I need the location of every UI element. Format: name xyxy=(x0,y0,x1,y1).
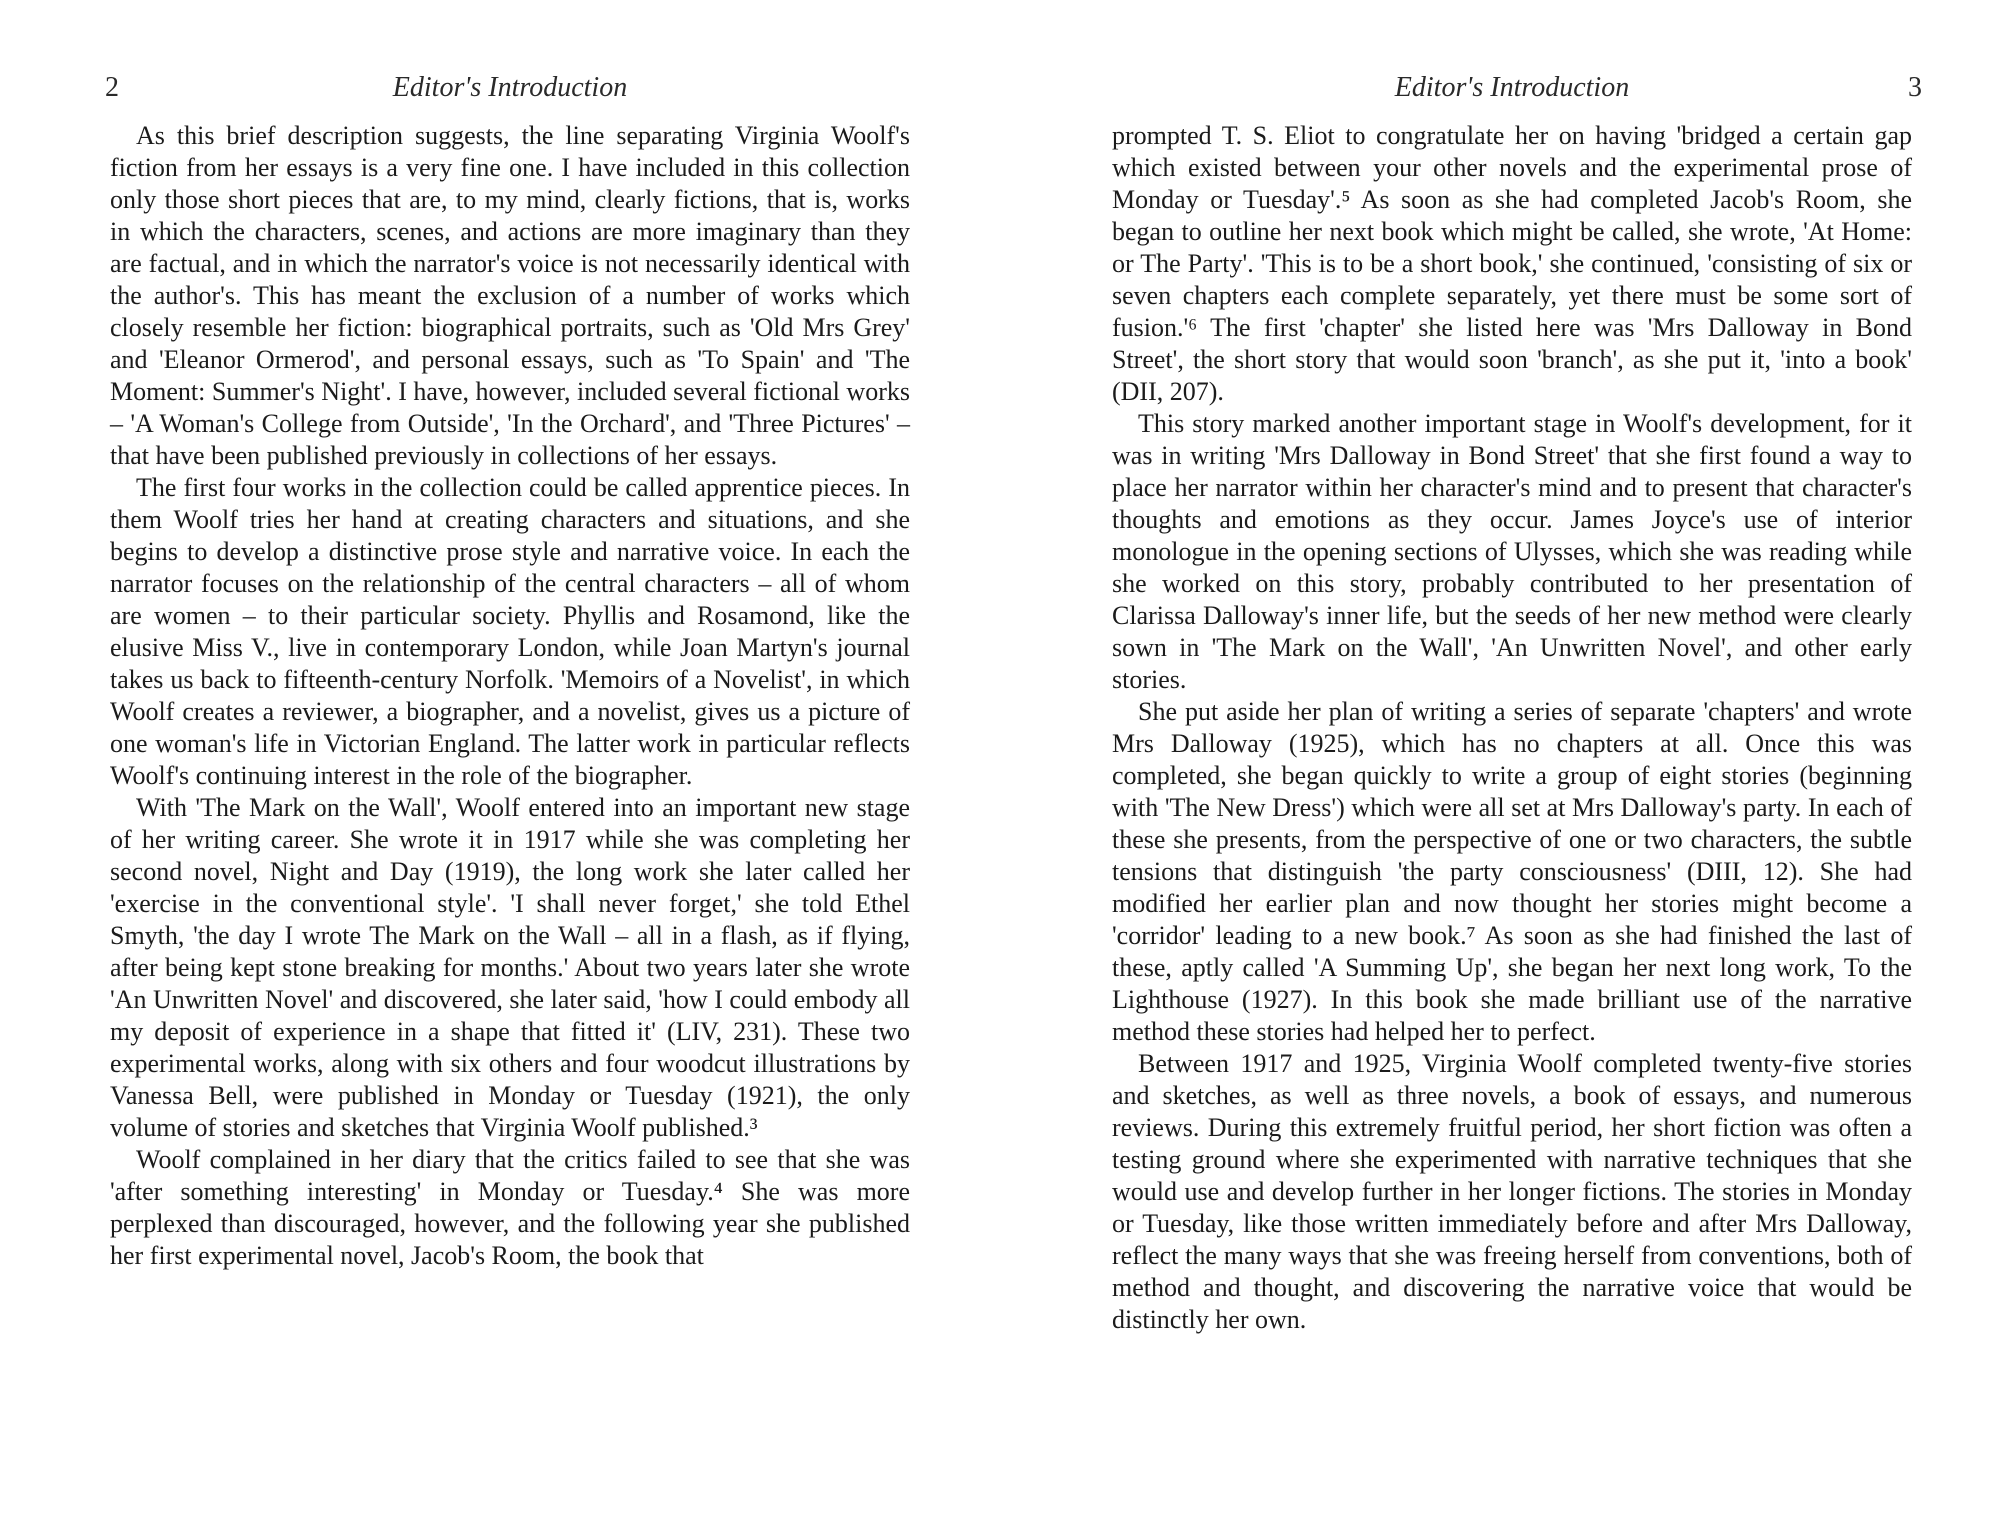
left-running-head-title: Editor's Introduction xyxy=(392,72,628,103)
right-page-number: 3 xyxy=(1908,72,1922,103)
left-paragraph-4: Woolf complained in her diary that the critics failed to see that she was 'after something interesting' in Monday or Tuesday.⁴ She was more perplexed than discouraged, however, and the following year she published her first experimental novel, Jacob's Room, the book that xyxy=(110,1145,910,1270)
left-running-head xyxy=(105,72,910,112)
right-running-head-title: Editor's Introduction xyxy=(1394,72,1630,103)
right-body-text xyxy=(1112,120,1912,1336)
left-paragraph-2: The first four works in the collection could be called apprentice pieces. In them Woolf tries her hand at creating characters and situations, and she begins to develop a distinctive prose style and narrative voice. In each the narrator focuses on the relationship of the central characters – all of whom are women – to their particular society. Phyllis and Rosamond, like the elusive Miss V., live in contemporary London, while Joan Martyn's journal takes us back to fifteenth-century Norfolk. 'Memoirs of a Novelist', in which Woolf creates a reviewer, a biographer, and a novelist, gives us a picture of one woman's life in Victorian England. The latter work in particular reflects Woolf's continuing interest in the role of the biographer. xyxy=(110,473,910,790)
left-page xyxy=(105,0,910,1272)
left-paragraph-3: With 'The Mark on the Wall', Woolf entered into an important new stage of her writing career. She wrote it in 1917 while she was completing her second novel, Night and Day (1919), the long work she later called her 'exercise in the conventional style'. 'I shall never forget,' she told Ethel Smyth, 'the day I wrote The Mark on the Wall – all in a flash, as if flying, after being kept stone breaking for months.' About two years later she wrote 'An Unwritten Novel' and discovered, she later said, 'how I could embody all my deposit of experience in a shape that fitted it' (LIV, 231). These two experimental works, along with six others and four woodcut illustrations by Vanessa Bell, were published in Monday or Tuesday (1921), the only volume of stories and sketches that Virginia Woolf published.³ xyxy=(110,793,910,1142)
left-paragraph-1: As this brief description suggests, the line separating Virginia Woolf's fiction from her essays is a very fine one. I have included in this collection only those short pieces that are, to my mind, clearly fictions, that is, works in which the characters, scenes, and actions are more imaginary than they are factual, and in which the narrator's voice is not necessarily identical with the author's. This has meant the exclusion of a number of works which closely resemble her fiction: biographical portraits, such as 'Old Mrs Grey' and 'Eleanor Ormerod', and personal essays, such as 'To Spain' and 'The Moment: Summer's Night'. I have, however, included several fictional works – 'A Woman's College from Outside', 'In the Orchard', and 'Three Pictures' – that have been published previously in collections of her essays. xyxy=(110,121,910,470)
right-paragraph-4: Between 1917 and 1925, Virginia Woolf completed twenty-five stories and sketches, as well as three novels, a book of essays, and numerous reviews. During this extremely fruitful period, her short fiction was often a testing ground where she experimented with narrative techniques that she would use and develop further in her longer fictions. The stories in Monday or Tuesday, like those written immediately before and after Mrs Dalloway, reflect the many ways that she was freeing herself from conventions, both of method and thought, and discovering the narrative voice that would be distinctly her own. xyxy=(1112,1049,1912,1334)
right-page xyxy=(1112,0,1922,1336)
right-paragraph-3: She put aside her plan of writing a series of separate 'chapters' and wrote Mrs Dalloway (1925), which has no chapters at all. Once this was completed, she began quickly to write a group of eight stories (beginning with 'The New Dress') which were all set at Mrs Dalloway's party. In each of these she presents, from the perspective of one or two characters, the subtle tensions that distinguish 'the party consciousness' (DIII, 12). She had modified her earlier plan and now thought her stories might become a 'corridor' leading to a new book.⁷ As soon as she had finished the last of these, aptly called 'A Summing Up', she began her next long work, To the Lighthouse (1927). In this book she made brilliant use of the narrative method these stories had helped her to perfect. xyxy=(1112,697,1912,1046)
left-page-number: 2 xyxy=(105,72,119,103)
right-paragraph-2: This story marked another important stage in Woolf's development, for it was in writing 'Mrs Dalloway in Bond Street' that she first found a way to place her narrator within her character's mind and to present that character's thoughts and emotions as they occur. James Joyce's use of interior monologue in the opening sections of Ulysses, which she was reading while she worked on this story, probably contributed to her presentation of Clarissa Dalloway's inner life, but the seeds of her new method were clearly sown in 'The Mark on the Wall', 'An Unwritten Novel', and other early stories. xyxy=(1112,409,1912,694)
left-body-text xyxy=(110,120,910,1272)
right-running-head xyxy=(1112,72,1922,112)
right-paragraph-1: prompted T. S. Eliot to congratulate her on having 'bridged a certain gap which existed between your other novels and the experimental prose of Monday or Tuesday'.⁵ As soon as she had completed Jacob's Room, she began to outline her next book which might be called, she wrote, 'At Home: or The Party'. 'This is to be a short book,' she continued, 'consisting of six or seven chapters each complete separately, yet there must be some sort of fusion.'⁶ The first 'chapter' she listed here was 'Mrs Dalloway in Bond Street', the short story that would soon 'branch', as she put it, 'into a book' (DII, 207). xyxy=(1112,121,1912,406)
